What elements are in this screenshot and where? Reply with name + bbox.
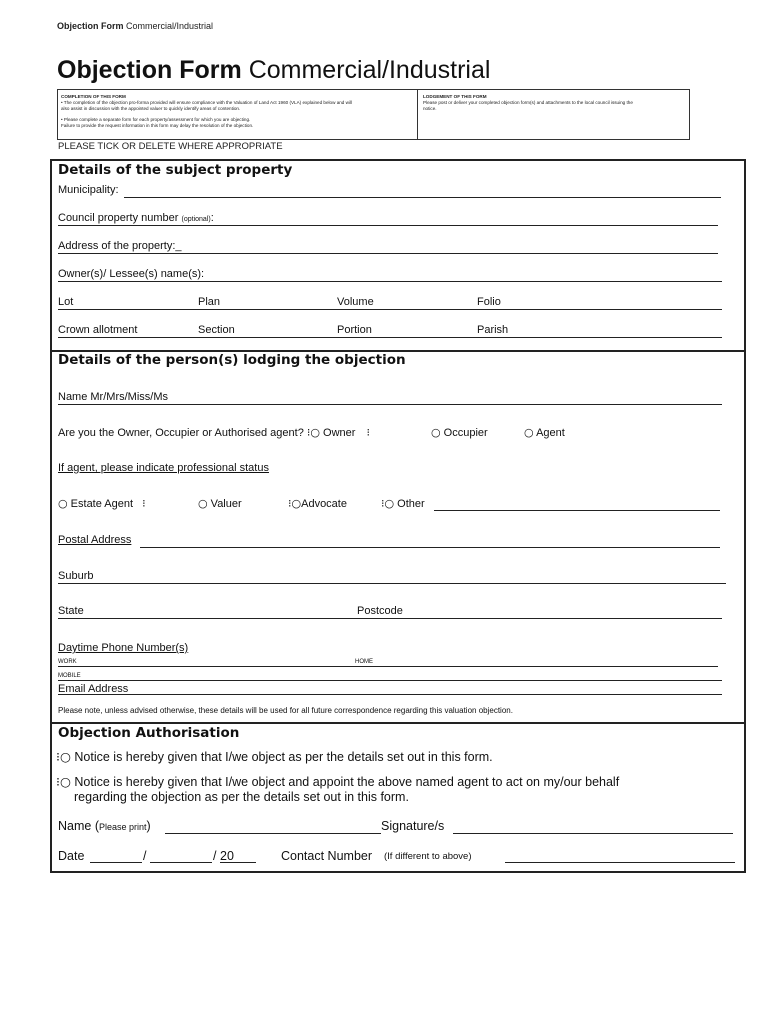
- name-print-close: ): [146, 819, 151, 833]
- role-question-text: Are you the Owner, Occupier or Authorised agent?: [58, 427, 304, 439]
- lodgement-line: Please post or deliver your completed objection form(s) and attachments to the local council issuing the: [423, 100, 633, 105]
- section-divider: [50, 722, 746, 724]
- agent-radio-icon[interactable]: ○: [524, 426, 534, 439]
- suburb-label: Suburb: [58, 570, 94, 582]
- date-label: Date: [58, 849, 85, 863]
- owner-radio-icon[interactable]: ○: [310, 426, 320, 439]
- contact-number-field[interactable]: [505, 862, 735, 863]
- date-month-field[interactable]: [150, 862, 212, 863]
- header-rest: Commercial/Industrial: [126, 21, 214, 31]
- instructions-box: [57, 89, 690, 140]
- auth-section-title: Objection Authorisation: [58, 725, 240, 741]
- advocate-option[interactable]: [288, 497, 347, 510]
- name-print-label: [58, 819, 151, 833]
- correspondence-note: Please note, unless advised otherwise, these details will be used for all future correspondence regarding this valuation objection.: [58, 706, 513, 715]
- folio-label: Folio: [477, 296, 501, 308]
- tick-mark-icon: ⁝: [288, 497, 292, 510]
- work-label: WORK: [58, 659, 77, 665]
- lodgement-line: notice.: [423, 106, 437, 111]
- property-section-title: Details of the subject property: [58, 162, 293, 178]
- portion-label: Portion: [337, 324, 372, 336]
- tick-mark-icon: ⁝: [306, 426, 311, 439]
- notice-option-1[interactable]: [56, 749, 493, 764]
- valuer-label: Valuer: [210, 498, 242, 510]
- completion-line: Failure to provide the request information in this form may delay the resolution of the objection.: [61, 123, 254, 128]
- other-field[interactable]: [434, 510, 720, 511]
- tick-mark-icon: ⁝: [366, 426, 371, 439]
- estate-agent-option[interactable]: [58, 497, 146, 510]
- notice-2-text: Notice is hereby given that I/we object and appoint the above named agent to act on my/our behalf: [74, 775, 620, 789]
- name-print-field[interactable]: [165, 833, 381, 834]
- name-print-open: Name (: [58, 819, 99, 833]
- owners-label: Owner(s)/ Lessee(s) name(s):: [58, 268, 205, 280]
- completion-line: • The completion of the objection pro-forma provided will ensure compliance with the Valuation of Land Act 1960 (VLA) explained below and will: [61, 100, 353, 105]
- valuer-option[interactable]: [198, 497, 242, 510]
- agent-option: Agent: [536, 427, 565, 439]
- instructions-divider: [417, 90, 418, 139]
- tick-instruction: PLEASE TICK OR DELETE WHERE APPROPRIATE: [58, 141, 283, 152]
- address-label: Address of the property:_: [58, 240, 182, 252]
- postal-address-label: Postal Address: [58, 534, 132, 546]
- notice-2-continuation: regarding the objection as per the details set out in this form.: [74, 790, 409, 804]
- title-rest: Commercial/Industrial: [248, 56, 491, 84]
- date-separator: /: [143, 849, 147, 863]
- name-title-label: Name Mr/Mrs/Miss/Ms: [58, 391, 168, 403]
- owner-option: Owner: [323, 427, 356, 439]
- municipality-label: Municipality:: [58, 184, 119, 196]
- lot-plan-volume-folio-field[interactable]: [58, 309, 722, 310]
- owners-field[interactable]: [58, 281, 722, 282]
- plan-label: Plan: [198, 296, 221, 308]
- suburb-field[interactable]: [58, 583, 726, 584]
- crown-allotment-label: Crown allotment: [58, 324, 138, 336]
- work-home-phone-field[interactable]: [58, 666, 718, 667]
- other-radio-icon[interactable]: ○: [384, 497, 395, 510]
- page-header: [57, 21, 213, 31]
- notice-2-radio-icon[interactable]: ○: [59, 774, 71, 789]
- signature-label: Signature/s: [381, 819, 445, 833]
- contact-number-label: Contact Number: [281, 849, 373, 863]
- estate-agent-label: Estate Agent: [70, 498, 134, 510]
- email-label: Email Address: [58, 683, 129, 695]
- state-label: State: [58, 605, 84, 617]
- lodgement-heading: LODGEMENT OF THIS FORM: [423, 94, 487, 99]
- postal-address-field[interactable]: [140, 547, 720, 548]
- optional-note: (optional): [181, 216, 211, 223]
- please-print-note: Please print: [98, 822, 147, 832]
- advocate-label: Advocate: [301, 498, 347, 510]
- crown-section-portion-parish-field[interactable]: [58, 337, 722, 338]
- tick-mark-icon: ⁝: [56, 749, 60, 764]
- estate-agent-radio-icon[interactable]: ○: [58, 497, 68, 510]
- daytime-phone-label: Daytime Phone Number(s): [58, 642, 189, 654]
- form-frame: [50, 159, 746, 873]
- notice-1-radio-icon[interactable]: ○: [59, 749, 71, 764]
- valuer-radio-icon[interactable]: ○: [198, 497, 208, 510]
- date-separator: /: [213, 849, 217, 863]
- role-question: [58, 426, 370, 439]
- address-field[interactable]: [58, 253, 718, 254]
- mobile-label: MOBILE: [58, 673, 81, 679]
- council-number-text: Council property number: [58, 212, 179, 224]
- date-day-field[interactable]: [90, 862, 142, 863]
- page-title: [57, 56, 490, 85]
- volume-label: Volume: [337, 296, 374, 308]
- date-year-field[interactable]: [220, 862, 256, 863]
- occupier-option-row[interactable]: [431, 426, 488, 439]
- tick-mark-icon: ⁝: [56, 774, 60, 789]
- agent-status-label: If agent, please indicate professional status: [58, 462, 269, 474]
- state-postcode-field[interactable]: [58, 618, 722, 619]
- parish-label: Parish: [477, 324, 509, 336]
- completion-heading: COMPLETION OF THIS FORM: [61, 94, 126, 99]
- person-section-title: Details of the person(s) lodging the objection: [58, 352, 406, 368]
- tick-mark-icon: ⁝: [381, 497, 385, 510]
- home-label: HOME: [355, 659, 373, 665]
- lot-label: Lot: [58, 296, 74, 308]
- contact-number-note: (If different to above): [384, 851, 472, 862]
- occupier-option: Occupier: [443, 427, 488, 439]
- section-label: Section: [198, 324, 235, 336]
- other-option[interactable]: [381, 497, 425, 510]
- email-field[interactable]: [58, 694, 722, 695]
- signature-field[interactable]: [453, 833, 733, 834]
- council-colon: :: [210, 212, 214, 224]
- notice-1-text: Notice is hereby given that I/we object as per the details set out in this form.: [74, 750, 493, 764]
- completion-line: also assist in discussion with the appointed valuer to quickly identify areas of contention.: [61, 106, 241, 111]
- tick-mark-icon: ⁝: [142, 497, 146, 510]
- mobile-phone-field[interactable]: [58, 680, 722, 681]
- occupier-radio-icon[interactable]: ○: [431, 426, 441, 439]
- date-year-prefix: 20: [220, 849, 234, 863]
- advocate-radio-icon[interactable]: ○: [291, 497, 302, 510]
- other-label: Other: [397, 498, 425, 510]
- council-number-label: [58, 212, 214, 224]
- completion-line: • Please complete a separate form for each property/assessment for which you are objecting.: [61, 117, 251, 122]
- title-bold: Objection Form: [57, 56, 242, 84]
- municipality-field[interactable]: [124, 197, 721, 198]
- lodgement-instructions: [423, 94, 685, 112]
- header-bold: Objection Form: [57, 21, 124, 31]
- council-number-field[interactable]: [58, 225, 718, 226]
- notice-option-2[interactable]: [56, 774, 619, 789]
- postcode-label: Postcode: [357, 605, 403, 617]
- agent-option-row[interactable]: [524, 426, 565, 439]
- completion-instructions: [61, 94, 411, 129]
- name-field[interactable]: [58, 404, 722, 405]
